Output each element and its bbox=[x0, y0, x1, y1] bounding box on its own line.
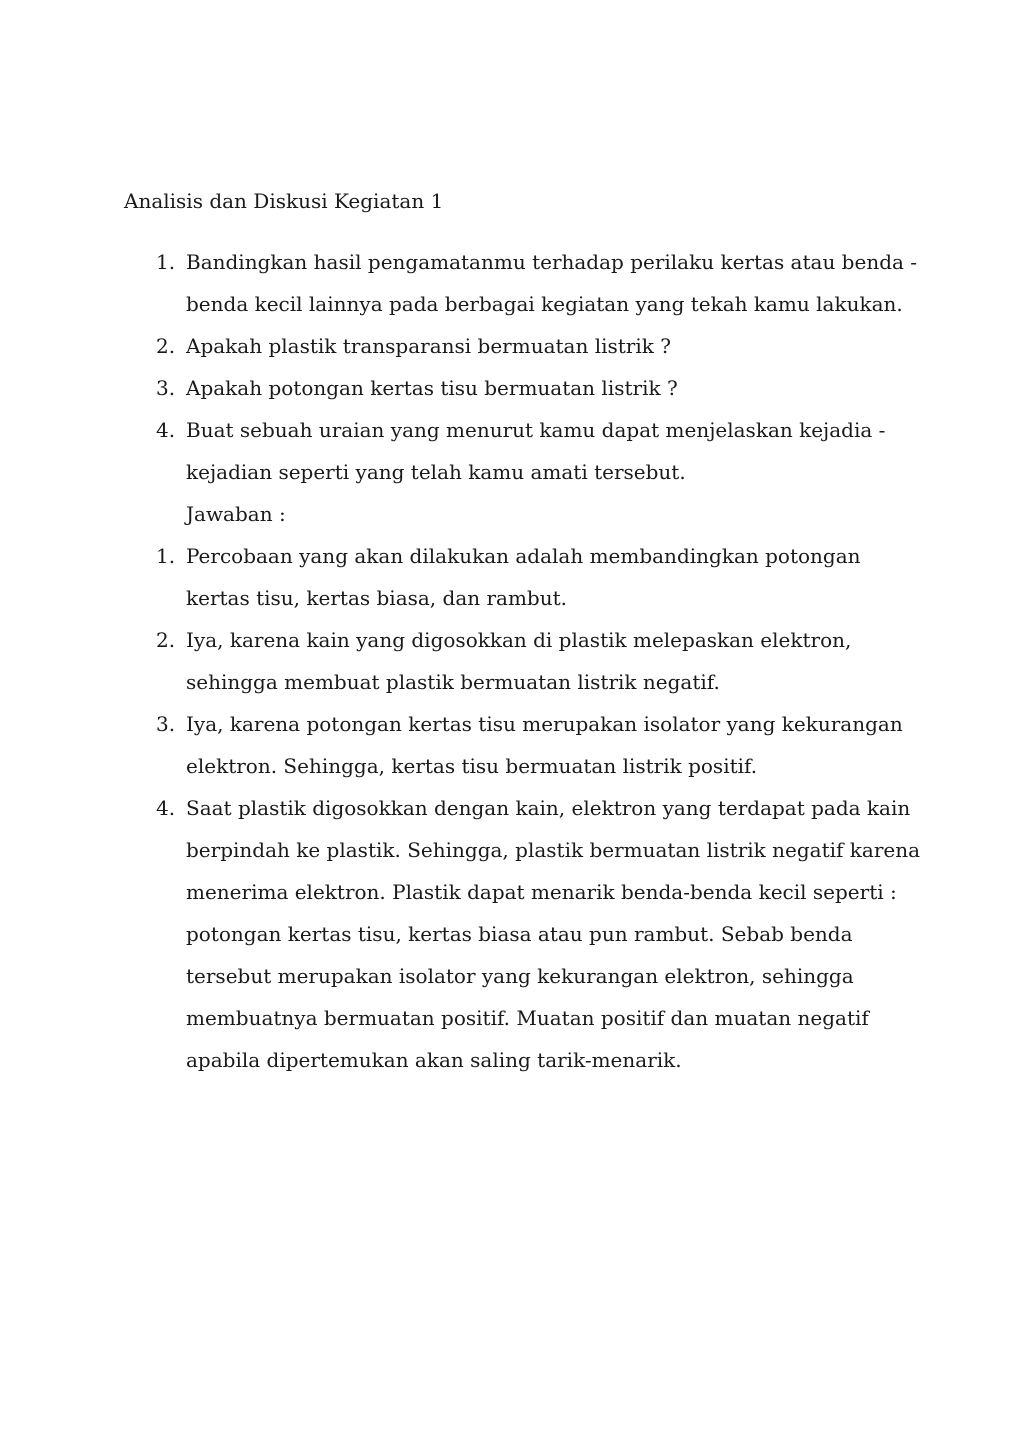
answer-number: 1. bbox=[156, 544, 176, 568]
answer-item-4-continued bbox=[0, 913, 1024, 955]
answer-item-2-continued bbox=[0, 661, 1024, 703]
question-item-1 bbox=[0, 241, 1024, 283]
question-number: 2. bbox=[156, 334, 176, 358]
question-text-line: kejadian seperti yang telah kamu amati tersebut. bbox=[186, 460, 686, 484]
question-number: 4. bbox=[156, 418, 176, 442]
answer-text-line: sehingga membuat plastik bermuatan listrik negatif. bbox=[186, 670, 720, 694]
answer-text-line: membuatnya bermuatan positif. Muatan positif dan muatan negatif bbox=[186, 1006, 869, 1030]
answer-text-line: menerima elektron. Plastik dapat menarik benda-benda kecil seperti : bbox=[186, 880, 897, 904]
answer-text-line: Iya, karena kain yang digosokkan di plastik melepaskan elektron, bbox=[186, 628, 852, 652]
answer-number: 3. bbox=[156, 712, 176, 736]
question-text-line: Bandingkan hasil pengamatanmu terhadap perilaku kertas atau benda - bbox=[186, 250, 918, 274]
answer-item-4-continued bbox=[0, 955, 1024, 997]
answer-item-4-continued bbox=[0, 997, 1024, 1039]
question-item-3 bbox=[0, 367, 1024, 409]
answer-number: 4. bbox=[156, 796, 176, 820]
answer-item-3-continued bbox=[0, 745, 1024, 787]
answer-text-line: potongan kertas tisu, kertas biasa atau pun rambut. Sebab benda bbox=[186, 922, 853, 946]
answer-item-1 bbox=[0, 535, 1024, 577]
answer-label-row bbox=[0, 493, 1024, 535]
answer-text-line: Percobaan yang akan dilakukan adalah membandingkan potongan bbox=[186, 544, 861, 568]
question-item-1-continued bbox=[0, 283, 1024, 325]
question-item-2 bbox=[0, 325, 1024, 367]
answer-item-3 bbox=[0, 703, 1024, 745]
answer-text-line: Iya, karena potongan kertas tisu merupakan isolator yang kekurangan bbox=[186, 712, 903, 736]
answer-number: 2. bbox=[156, 628, 176, 652]
answer-text-line: tersebut merupakan isolator yang kekurangan elektron, sehingga bbox=[186, 964, 854, 988]
answer-text-line: Saat plastik digosokkan dengan kain, elektron yang terdapat pada kain bbox=[186, 796, 911, 820]
page-title: Analisis dan Diskusi Kegiatan 1 bbox=[124, 189, 444, 213]
answer-label: Jawaban : bbox=[186, 502, 286, 526]
question-item-4-continued bbox=[0, 451, 1024, 493]
question-text-line: benda kecil lainnya pada berbagai kegiatan yang tekah kamu lakukan. bbox=[186, 292, 903, 316]
question-text-line: Buat sebuah uraian yang menurut kamu dapat menjelaskan kejadia - bbox=[186, 418, 886, 442]
answer-item-4-continued bbox=[0, 829, 1024, 871]
answer-text-line: apabila dipertemukan akan saling tarik-menarik. bbox=[186, 1048, 682, 1072]
question-number: 3. bbox=[156, 376, 176, 400]
question-number: 1. bbox=[156, 250, 176, 274]
answer-text-line: kertas tisu, kertas biasa, dan rambut. bbox=[186, 586, 568, 610]
answer-item-4-continued bbox=[0, 1039, 1024, 1081]
answer-text-line: elektron. Sehingga, kertas tisu bermuatan listrik positif. bbox=[186, 754, 758, 778]
answer-item-4 bbox=[0, 787, 1024, 829]
answer-item-2 bbox=[0, 619, 1024, 661]
answer-item-4-continued bbox=[0, 871, 1024, 913]
question-text-line: Apakah plastik transparansi bermuatan listrik ? bbox=[186, 334, 671, 358]
answer-item-1-continued bbox=[0, 577, 1024, 619]
answer-text-line: berpindah ke plastik. Sehingga, plastik bermuatan listrik negatif karena bbox=[186, 838, 921, 862]
question-item-4 bbox=[0, 409, 1024, 451]
question-text-line: Apakah potongan kertas tisu bermuatan listrik ? bbox=[186, 376, 678, 400]
